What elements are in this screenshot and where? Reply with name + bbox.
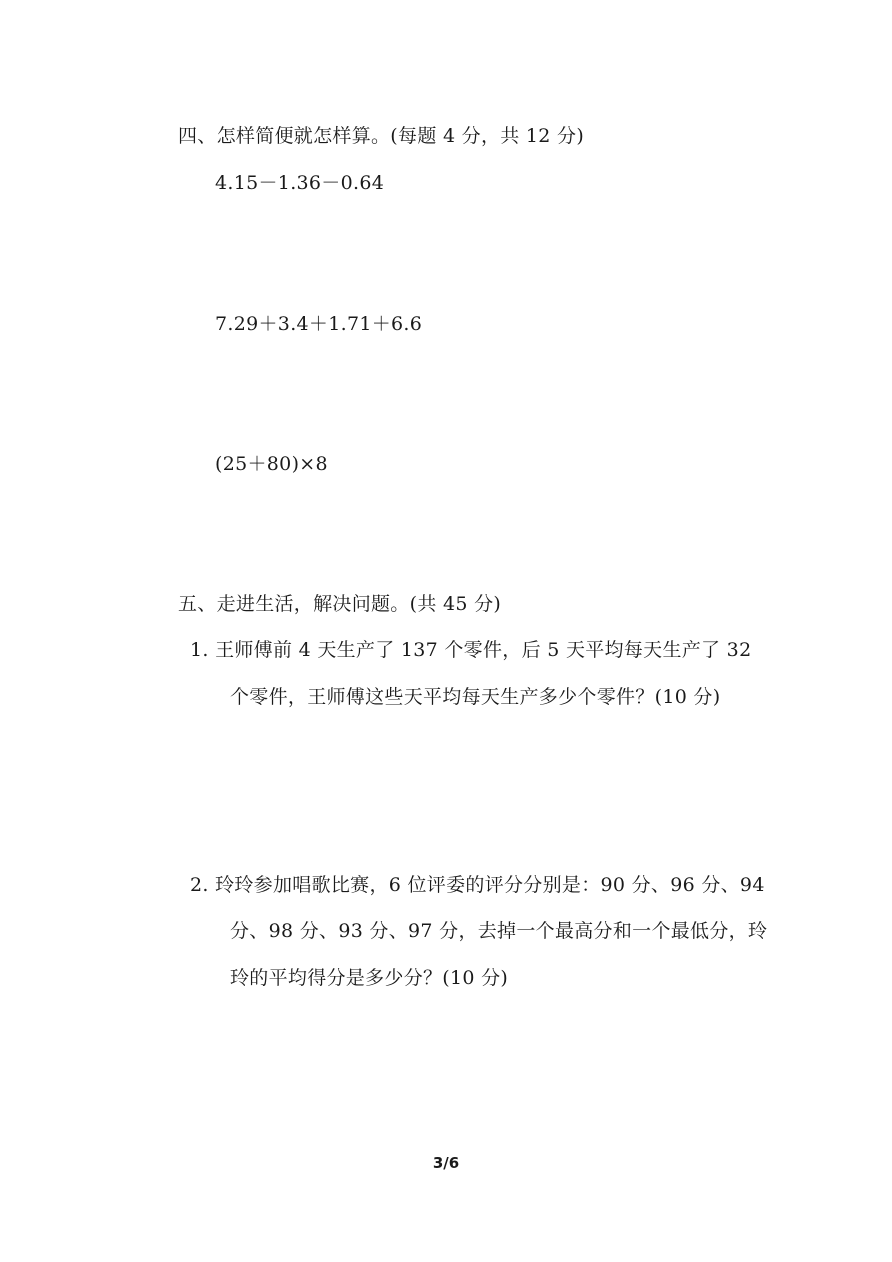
calc-problem-1: 4.15－1.36－0.64 <box>215 172 385 194</box>
word-problem-2-line-1: 2. 玲玲参加唱歌比赛，6 位评委的评分分别是：90 分、96 分、94 <box>190 874 765 896</box>
section-4-heading: 四、怎样简便就怎样算。(每题 4 分，共 12 分) <box>178 125 585 147</box>
calc-problem-3: (25＋80)×8 <box>215 453 328 475</box>
word-problem-1-line-1: 1. 王师傅前 4 天生产了 137 个零件，后 5 天平均每天生产了 32 <box>190 639 752 661</box>
section-5-heading: 五、走进生活，解决问题。(共 45 分) <box>178 593 502 615</box>
word-problem-2-line-2: 分、98 分、93 分、97 分，去掉一个最高分和一个最低分，玲 <box>230 920 768 942</box>
word-problem-2-line-3: 玲的平均得分是多少分？(10 分) <box>230 967 509 989</box>
page-number: 3/6 <box>432 1154 460 1172</box>
word-problem-1-line-2: 个零件，王师傅这些天平均每天生产多少个零件？(10 分) <box>230 686 721 708</box>
calc-problem-2: 7.29＋3.4＋1.71＋6.6 <box>215 313 423 335</box>
